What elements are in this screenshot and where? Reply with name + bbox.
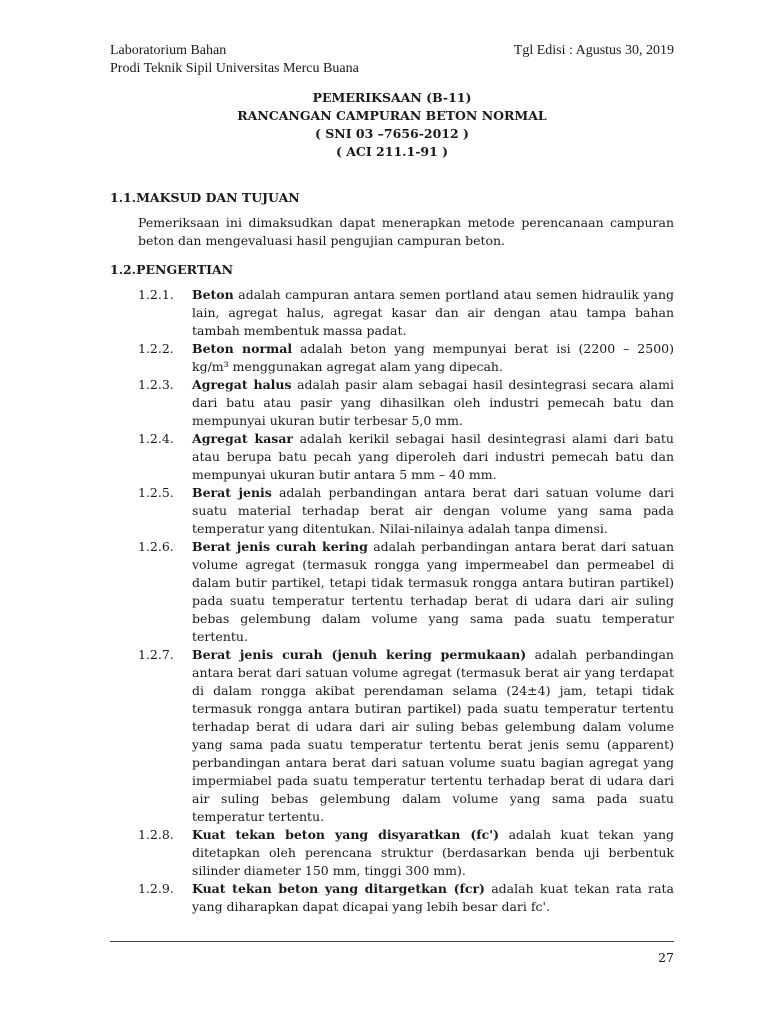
definition-number: 1.2.8.: [138, 827, 174, 842]
definition-term: Beton: [192, 287, 234, 302]
page-number: 27: [658, 950, 674, 965]
header-program-name: Prodi Teknik Sipil Universitas Mercu Buana: [110, 61, 359, 76]
definition-term: Kuat tekan beton yang disyaratkan (fc'): [192, 827, 499, 842]
section-heading-definitions: 1.2.PENGERTIAN: [110, 262, 234, 277]
document-title: [110, 89, 674, 161]
footer-divider: [110, 941, 674, 942]
definition-number: 1.2.3.: [138, 377, 174, 392]
definition-item: [138, 538, 674, 646]
section-purpose-text: Pemeriksaan ini dimaksudkan dapat menerapkan metode perencanaan campuran beton dan mengevaluasi hasil pengujian campuran beton.: [138, 215, 674, 248]
definition-item: [138, 286, 674, 340]
title-line-2: RANCANGAN CAMPURAN BETON NORMAL: [237, 108, 547, 123]
definition-text: adalah pasir alam sebagai hasil desintegrasi secara alami dari batu atau pasir yang dihasilkan oleh industri pemecah batu dan mempunyai ukuran butir terbesar 5,0 mm.: [192, 377, 674, 428]
definition-text: adalah perbandingan antara berat dari satuan volume agregat (termasuk berat air yang terdapat di dalam rongga akibat perendaman selama (24±4) jam, tetapi tidak termasuk rongga antara butiran partikel) pada suatu temperatur tertentu terhadap berat di udara dari air suling bebas gelembung dalam volume yang sama pada suatu temperatur tertentu berat jenis semu (apparent) perbandingan antara berat dari satuan volume suatu bagian agregat yang impermiabel pada suatu temperatur tertentu terhadap berat di udara dari air suling bebas gelembung dalam volume yang sama pada suatu temperatur tertentu.: [192, 647, 674, 824]
definition-item: [138, 430, 674, 484]
definition-term: Berat jenis: [192, 485, 272, 500]
definition-term: Agregat halus: [192, 377, 292, 392]
definition-item: [138, 340, 674, 376]
definition-term: Berat jenis curah (jenuh kering permukaan): [192, 647, 527, 662]
definition-number: 1.2.7.: [138, 647, 174, 662]
definition-term: Berat jenis curah kering: [192, 539, 368, 554]
title-line-3: ( SNI 03 –7656-2012 ): [315, 126, 469, 141]
title-line-4: ( ACI 211.1-91 ): [335, 144, 449, 159]
definition-text: adalah kerikil sebagai hasil desintegrasi alami dari batu atau berupa batu pecah yang diperoleh dari industri pemecah batu dan mempunyai ukuran butir antara 5 mm – 40 mm.: [192, 431, 674, 482]
definition-text: adalah perbandingan antara berat dari satuan volume dari suatu material terhadap berat air dengan volume yang sama pada temperatur yang ditentukan. Nilai-nilainya adalah tanpa dimensi.: [192, 485, 674, 536]
definition-item: [138, 484, 674, 538]
definition-term: Kuat tekan beton yang ditargetkan (fcr): [192, 881, 485, 896]
definition-term: Beton normal: [192, 341, 293, 356]
definition-item: [138, 880, 674, 916]
definition-item: [138, 826, 674, 880]
definition-text: adalah kuat tekan yang ditetapkan oleh perencana struktur (berdasarkan benda uji berbentuk silinder diameter 150 mm, tinggi 300 mm).: [192, 827, 675, 878]
definition-text: adalah campuran antara semen portland atau semen hidraulik yang lain, agregat halus, agregat kasar dan air dengan atau tampa bahan tambah membentuk massa padat.: [192, 287, 674, 338]
definition-text: adalah kuat tekan rata rata yang diharapkan dapat dicapai yang lebih besar dari fc'.: [192, 881, 674, 914]
definition-text: adalah beton yang mempunyai berat isi (2200 – 2500) kg/m³ menggunakan agregat alam yang dipecah.: [192, 341, 674, 374]
definition-number: 1.2.1.: [138, 287, 174, 302]
definition-number: 1.2.6.: [138, 539, 174, 554]
header-edition-date: Tgl Edisi : Agustus 30, 2019: [513, 43, 674, 58]
definition-number: 1.2.2.: [138, 341, 174, 356]
section-heading-purpose: 1.1.MAKSUD DAN TUJUAN: [110, 190, 300, 205]
title-line-1: PEMERIKSAAN (B-11): [312, 90, 472, 105]
definition-number: 1.2.4.: [138, 431, 174, 446]
definition-item: [138, 646, 674, 826]
definition-term: Agregat kasar: [192, 431, 294, 446]
definition-list: [138, 286, 674, 916]
definition-item: [138, 376, 674, 430]
definition-number: 1.2.9.: [138, 881, 174, 896]
definition-number: 1.2.5.: [138, 485, 174, 500]
definition-text: adalah perbandingan antara berat dari satuan volume agregat (termasuk rongga yang impermeabel dan permeabel di dalam butir partikel, tetapi tidak termasuk rongga antara butiran partikel) pada suatu temperatur tertentu terhadap berat di udara dari air suling bebas gelembung dalam volume yang sama pada suatu temperatur tertentu.: [192, 539, 675, 644]
header-lab-name: Laboratorium Bahan: [110, 43, 227, 58]
